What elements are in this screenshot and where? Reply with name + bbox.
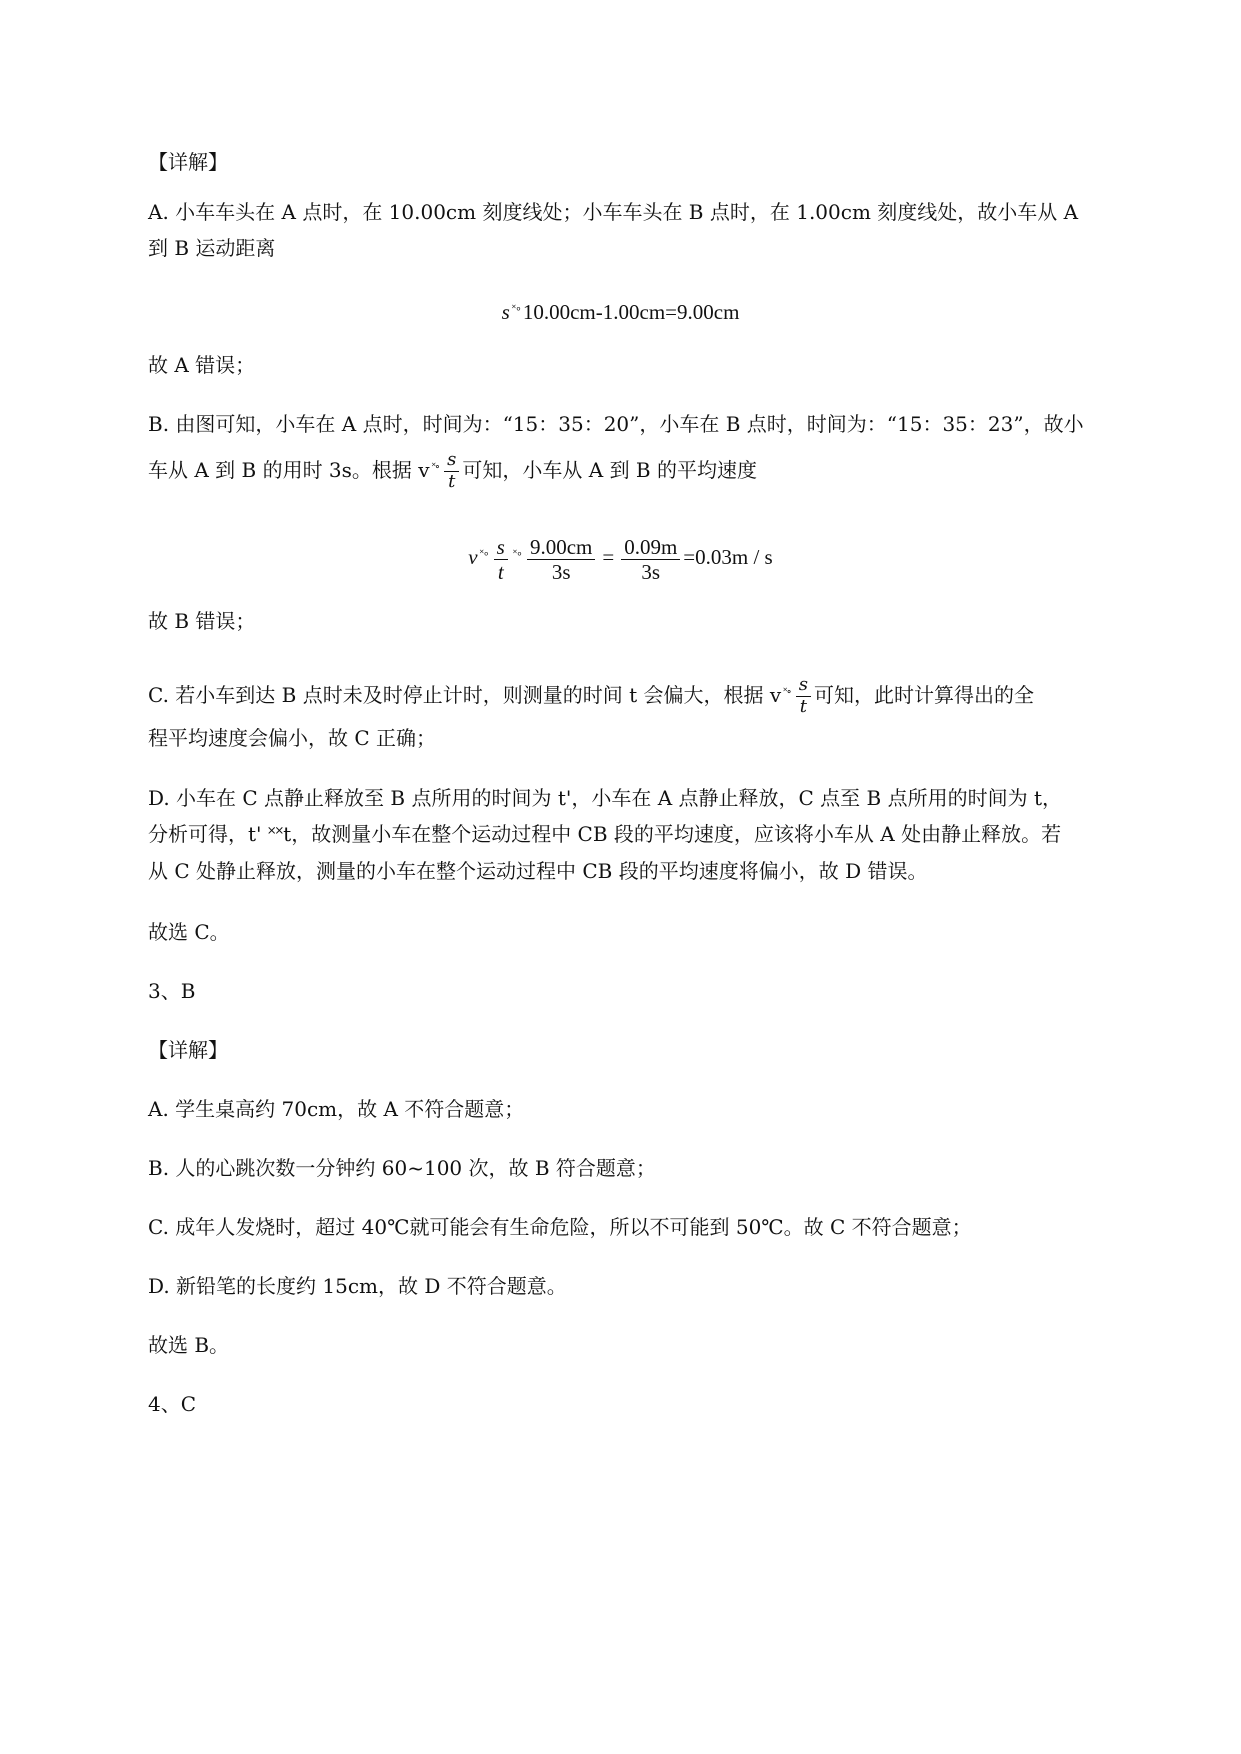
garble-mark-c: ˟∘	[783, 685, 791, 698]
paragraph-d-line3: 从 C 处静止释放，测量的小车在整个运动过程中 CB 段的平均速度将偏小，故 D 错误。	[148, 859, 928, 883]
formula-s-rhs: 10.00cm-1.00cm=9.00cm	[522, 300, 740, 324]
conclusion-a: 故 A 错误；	[148, 353, 256, 377]
frac-den: t	[799, 696, 807, 717]
garble-mark: ˟∘	[431, 460, 440, 473]
option-a: A. 学生桌高约 70cm，故 A 不符合题意；	[148, 1097, 525, 1121]
frac2-den: 3s	[551, 559, 571, 584]
frac-num: s	[444, 451, 459, 472]
section-heading: 【详解】	[148, 150, 228, 174]
paragraph-b-line2-post: 可知，小车从 A 到 B 的平均速度	[462, 458, 757, 482]
formula-v-eq: =	[602, 545, 615, 569]
formula-s-lhs: s	[501, 300, 510, 324]
paragraph-c-line1-post: 可知，此时计算得出的全	[813, 683, 1034, 707]
option-c: C. 成年人发烧时，超过 40℃就可能会有生命危险，所以不可能到 50℃。故 C 不符合题意；	[148, 1215, 972, 1239]
formula-v-frac1	[494, 536, 508, 583]
paragraph-c-line2: 程平均速度会偏小，故 C 正确；	[148, 726, 437, 750]
formula-v-result: =0.03m / s	[683, 545, 773, 569]
paragraph-b-line2-pre: 车从 A 到 B 的用时 3s。根据 v	[148, 458, 430, 482]
fraction-s-over-t	[444, 451, 459, 492]
frac-num: s	[796, 676, 811, 697]
formula-v-lhs: v	[468, 545, 478, 569]
frac-den: t	[448, 471, 456, 492]
option-b: B. 人的心跳次数一分钟约 60~100 次，故 B 符合题意；	[148, 1156, 656, 1180]
frac2-num: 9.00cm	[527, 536, 595, 560]
formula-v-frac3	[621, 536, 680, 583]
paragraph-a-line1: A. 小车车头在 A 点时，在 10.00cm 刻度线处；小车车头在 B 点时，在 1.00cm 刻度线处，故小车从 A	[148, 200, 1079, 224]
option-d: D. 新铅笔的长度约 15cm，故 D 不符合题意。	[148, 1274, 567, 1298]
formula-s-garble: ˟∘	[511, 303, 521, 315]
frac1-den: t	[497, 559, 504, 584]
paragraph-b-line2	[148, 447, 1145, 492]
paragraph-c-line1-pre: C. 若小车到达 B 点时未及时停止计时，则测量的时间 t 会偏大，根据 v	[148, 683, 782, 707]
formula-v-garble: ˟∘	[479, 548, 489, 560]
paragraph-a-line2: 到 B 运动距离	[148, 236, 276, 260]
frac3-num: 0.09m	[621, 536, 680, 560]
formula-v-frac2	[527, 536, 595, 583]
formula-distance	[0, 295, 1241, 326]
conclusion-b: 故 B 错误；	[148, 609, 256, 633]
formula-v-garble-2: ˟∘	[512, 548, 522, 560]
answer-choice-c: 故选 C。	[148, 920, 230, 944]
paragraph-c-line1	[148, 672, 1145, 717]
fraction-s-over-t-c	[796, 676, 811, 717]
frac1-num: s	[494, 536, 508, 560]
section-heading-2: 【详解】	[148, 1038, 228, 1062]
question-4-answer: 4、C	[148, 1392, 197, 1416]
question-3-answer: 3、B	[148, 979, 196, 1003]
paragraph-d-line2: 分析可得，t' ˟˟t，故测量小车在整个运动过程中 CB 段的平均速度，应该将小车从 A 处由静止释放。若	[148, 822, 1062, 846]
formula-velocity	[0, 524, 1241, 584]
frac3-den: 3s	[641, 559, 661, 584]
answer-choice-b: 故选 B。	[148, 1333, 230, 1357]
paragraph-d-line1: D. 小车在 C 点静止释放至 B 点所用的时间为 t'，小车在 A 点静止释放，C 点至 B 点所用的时间为 t，	[148, 786, 1062, 810]
paragraph-b-line1: B. 由图可知，小车在 A 点时，时间为：“15：35：20”，小车在 B 点时，时间为：“15：35：23”，故小	[148, 412, 1084, 436]
